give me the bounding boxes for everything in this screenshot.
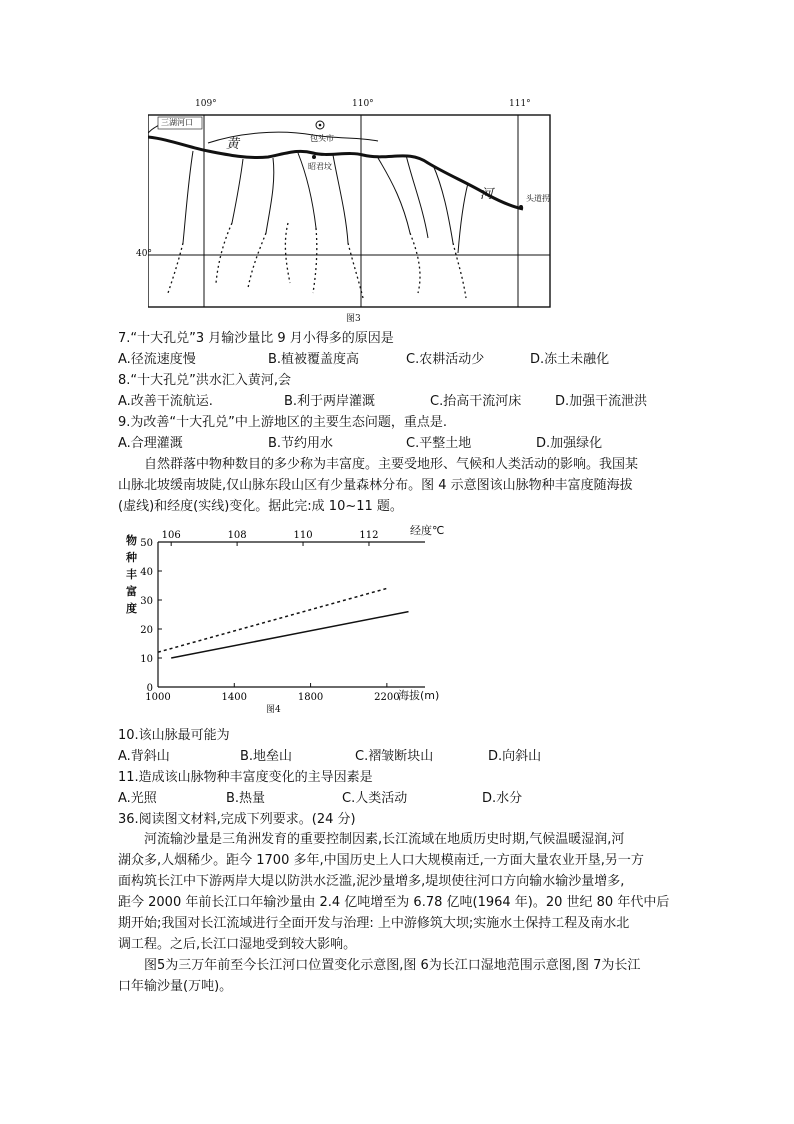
- chart-figure: [120, 522, 460, 714]
- q9-option-a[interactable]: A.合理灌溉: [118, 436, 183, 451]
- material-line: 河流输沙量是三角洲发育的重要控制因素,长江流域在地质历史时期,气候温暖湿润,河: [144, 832, 625, 847]
- seasonal-rivers: [168, 223, 466, 298]
- chart-svg: [120, 522, 460, 714]
- x-tick-label: 2200: [374, 692, 400, 703]
- question-7-stem: 7.“十大孔兑”3 月输沙量比 9 月小得多的原因是: [118, 331, 394, 346]
- q8-option-d[interactable]: D.加强干流泄洪: [555, 394, 648, 409]
- chart-x2label: 经度℃: [410, 524, 445, 537]
- lon-label-109: 109°: [195, 99, 217, 109]
- q11-option-d[interactable]: D.水分: [482, 791, 523, 806]
- place-toudaoguai: 头道拐: [526, 194, 550, 203]
- y-tick-label: 10: [140, 654, 153, 665]
- material-line: 期开始;我国对长江流域进行全面开发与治理: 上中游修筑大坝;实施水土保持工程及南水北: [118, 916, 630, 931]
- chart-ylabel: 物种丰富度: [126, 534, 137, 615]
- question-8-stem: 8.“十大孔兑”洪水汇入黄河,会: [118, 373, 292, 388]
- q10-option-c[interactable]: C.褶皱断块山: [355, 749, 434, 764]
- q10-option-b[interactable]: B.地垒山: [240, 749, 293, 764]
- y-tick-label: 30: [140, 596, 153, 607]
- question-36-stem: 36.阅读图文材料,完成下列要求。(24 分): [118, 812, 356, 827]
- y-tick-label: 50: [140, 538, 153, 549]
- river-label-huang: 黄: [226, 137, 240, 152]
- x2-tick-label: 112: [359, 530, 379, 541]
- x-tick-label: 1000: [145, 692, 171, 703]
- intro-line: 自然群落中物种数目的多少称为丰富度。主要受地形、气候和人类活动的影响。我国某: [144, 457, 639, 472]
- y-tick-label: 20: [140, 625, 153, 636]
- question-10-stem: 10.该山脉最可能为: [118, 728, 230, 743]
- place-baotou: 包头市: [310, 134, 334, 143]
- q8-option-c[interactable]: C.抬高干流河床: [430, 394, 522, 409]
- x2-tick-label: 106: [161, 530, 181, 541]
- x-tick-label: 1400: [221, 692, 248, 703]
- intro-line: (虚线)和经度(实线)变化。据此完:成 10~11 题。: [118, 499, 403, 514]
- chart-caption: 图4: [266, 705, 281, 715]
- chart-xlabel: 海拔(m): [398, 689, 440, 702]
- q10-option-d[interactable]: D.向斜山: [488, 749, 542, 764]
- map-svg: [148, 103, 558, 323]
- material-line: 调工程。之后,长江口湿地受到较大影响。: [118, 937, 357, 952]
- lat-label-40: 40°: [136, 249, 152, 259]
- map-caption: 图3: [346, 314, 361, 324]
- material-line: 面构筑长江中下游两岸大堤以防洪水泛滥,泥沙量增多,堤坝使往河口方向输水输沙量增多,: [118, 874, 625, 889]
- material-line: 图5为三万年前至今长江河口位置变化示意图,图 6为长江口湿地范围示意图,图 7为长江: [144, 958, 641, 973]
- q7-option-b[interactable]: B.植被覆盖度高: [268, 352, 360, 367]
- place-zhaojun: 昭君坟: [308, 162, 332, 171]
- question-9-stem: 9.为改善“十大孔兑”中上游地区的主要生态问题，重点是.: [118, 415, 448, 430]
- question-11-stem: 11.造成该山脉物种丰富度变化的主导因素是: [118, 770, 373, 785]
- lon-label-111: 111°: [509, 99, 531, 109]
- q7-option-a[interactable]: A.径流速度慢: [118, 352, 196, 367]
- place-sanhu: 三湖河口: [161, 118, 193, 127]
- q11-option-c[interactable]: C.人类活动: [342, 791, 408, 806]
- q11-option-b[interactable]: B.热量: [226, 791, 266, 806]
- q8-option-a[interactable]: A.改善干流航运.: [118, 394, 213, 409]
- altitude-series-line: [158, 588, 387, 652]
- map-figure: [136, 99, 558, 324]
- q36-material: [118, 829, 678, 997]
- q9-option-d[interactable]: D.加强绿化: [536, 436, 603, 451]
- q7-option-c[interactable]: C.农耕活动少: [406, 352, 485, 367]
- q8-option-b[interactable]: B.利于两岸灌溉: [284, 394, 376, 409]
- x2-tick-label: 110: [293, 530, 313, 541]
- map-frame: [148, 115, 550, 307]
- longitude-series-line: [171, 612, 408, 658]
- material-line: 湖众多,人烟稀少。距今 1700 多年,中国历史上人口大规模南迁,一方面大量农业开垦,另一方: [118, 853, 644, 868]
- river-label-he: 河: [480, 187, 494, 202]
- toudaoguai-marker: [519, 205, 523, 209]
- lon-label-110: 110°: [352, 99, 374, 109]
- q11-option-a[interactable]: A.光照: [118, 791, 157, 806]
- x-tick-label: 1800: [297, 692, 324, 703]
- zhaojun-marker: [312, 155, 316, 159]
- x2-tick-label: 108: [227, 530, 247, 541]
- q10-option-a[interactable]: A.背斜山: [118, 749, 170, 764]
- q9-option-b[interactable]: B.节约用水: [268, 436, 334, 451]
- intro-10-11: [118, 454, 678, 517]
- q7-option-d[interactable]: D.冻土未融化: [530, 352, 610, 367]
- intro-line: 山脉北坡缓南坡陡,仅山脉东段山区有少量森林分布。图 4 示意图该山脉物种丰富度随海拔: [118, 478, 633, 493]
- y-tick-label: 0: [146, 683, 153, 694]
- material-line: 口年输沙量(万吨)。: [118, 979, 233, 994]
- y-tick-label: 40: [140, 567, 153, 578]
- material-line: 距今 2000 年前长江口年输沙量由 2.4 亿吨增至为 6.78 亿吨(1964 年)。20 世纪 80 年代中后: [118, 895, 670, 910]
- q9-option-c[interactable]: C.平整土地: [406, 436, 472, 451]
